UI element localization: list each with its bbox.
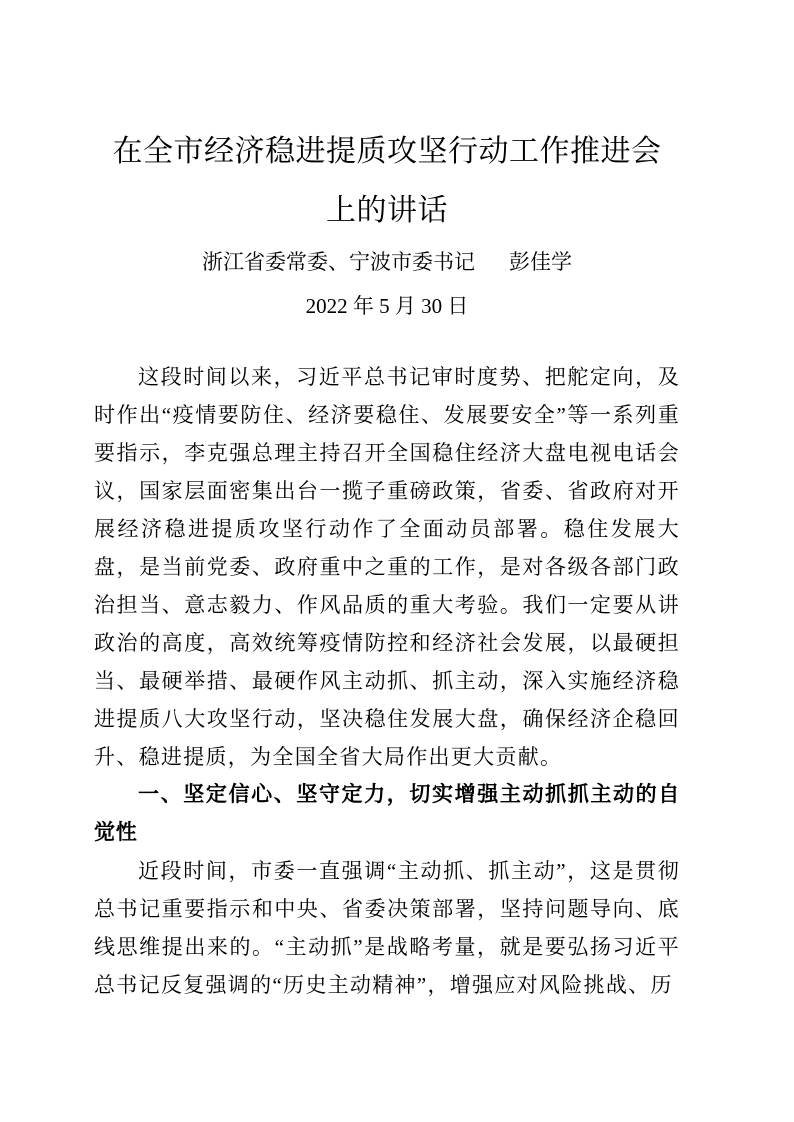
document-byline	[94, 240, 680, 284]
document-date: 2022 年 5 月 30 日	[305, 294, 469, 318]
section-heading: 一、坚定信心、坚守定力，切实增强主动抓抓主动的自觉性	[94, 783, 680, 844]
byline-role: 浙江省委常委、宁波市委书记	[202, 250, 475, 274]
document-body	[94, 358, 680, 1004]
byline-author-name: 彭佳学	[509, 250, 572, 274]
paragraph: 近段时间，市委一直强调“主动抓、抓主动”，这是贯彻总书记重要指示和中央、省委决策部署，坚持问题导向、底线思维提出来的。“主动抓”是战略考量，就是要弘扬习近平总书记反复强调的“历史主动精神”，增强应对风险挑战、历	[94, 859, 680, 997]
paragraph: 这段时间以来，习近平总书记审时度势、把舵定向，及时作出“疫情要防住、经济要稳住、发展要安全”等一系列重要指示，李克强总理主持召开全国稳住经济大盘电视电话会议，国家层面密集出台一揽子重磅政策，省委、省政府对开展经济稳进提质攻坚行动作了全面动员部署。稳住发展大盘，是当前党委、政府重中之重的工作，是对各级各部门政治担当、意志毅力、作风品质的重大考验。我们一定要从讲政治的高度，高效统筹疫情防控和经济社会发展，以最硬担当、最硬举措、最硬作风主动抓、抓主动，深入实施经济稳进提质八大攻坚行动，坚决稳住发展大盘，确保经济企稳回升、稳进提质，为全国全省大局作出更大贡献。	[94, 365, 680, 769]
document-title: 在全市经济稳进提质攻坚行动工作推进会上的讲话	[112, 135, 662, 227]
